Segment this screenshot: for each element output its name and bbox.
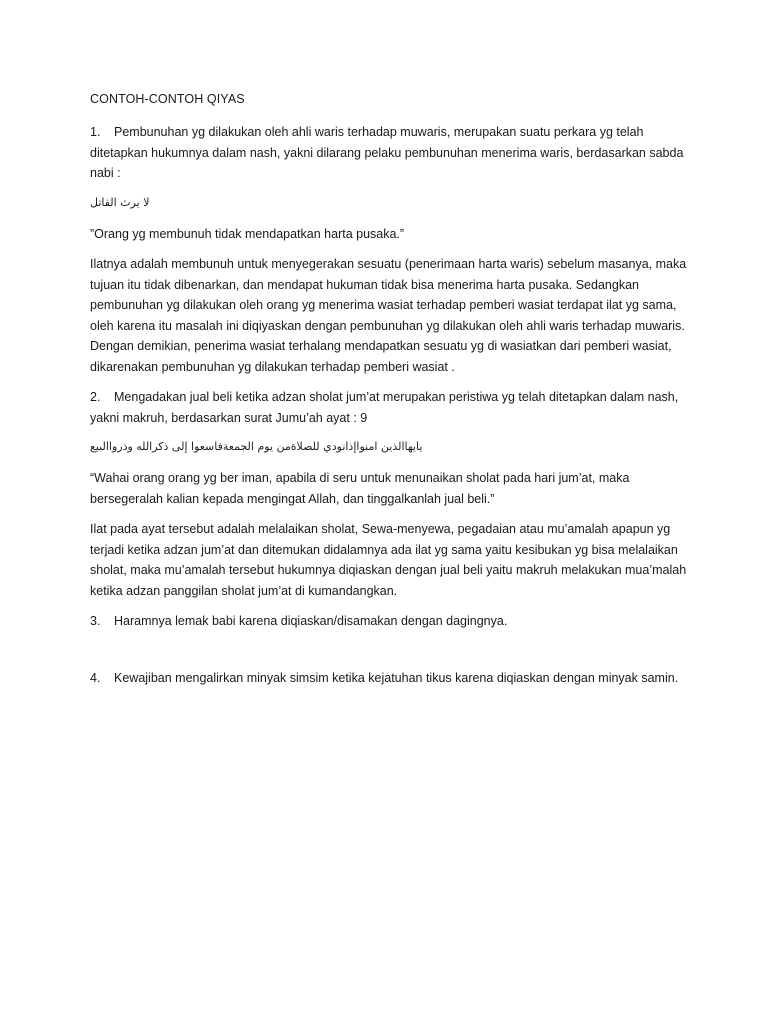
list-item-2	[90, 387, 690, 428]
list-item-number: 4.	[90, 670, 101, 685]
list-item-text: Kewajiban mengalirkan minyak simsim ketika kejatuhan tikus karena diqiaskan dengan minyak samin.	[114, 670, 679, 685]
list-item-text: Haramnya lemak babi karena diqiaskan/disamakan dengan dagingnya.	[114, 614, 508, 628]
blank-line	[90, 642, 690, 668]
translation-quote-2: “Wahai orang orang yg ber iman, apabila di seru untuk menunaikan sholat pada hari jum’at, maka bersegeralah kalian kepada mengingat Allah, dan tinggalkanlah jual beli.”	[90, 471, 630, 506]
list-item-4	[90, 668, 690, 689]
arabic-verse: يايهاالذين امنواإذانودي للصلاةمن يوم الجمعةفاسعوا إلى ذكرالله وذرواالبيع	[90, 440, 423, 453]
list-item-1	[90, 122, 690, 184]
list-item-text: Mengadakan jual beli ketika adzan sholat jum’at merupakan peristiwa yg telah ditetapkan dalam nash, yakni makruh, berdasarkan surat Jumu’ah ayat : 9	[90, 390, 679, 425]
list-item-number: 1.	[90, 125, 101, 139]
list-item-3	[90, 611, 690, 632]
translation-quote-1: ”Orang yg membunuh tidak mendapatkan harta pusaka.”	[90, 226, 405, 241]
explanation-2: Ilat pada ayat tersebut adalah melalaikan sholat, Sewa-menyewa, pegadaian atau mu’amalah apapun yg terjadi ketika adzan jum’at dan ditemukan didalamnya ada ilat yg sama yaitu kesibukan yg bisa melalaikan sholat, maka mu’amalah tersebut hukumnya diqiaskan dengan jual beli yaitu makruh melakukan mua’malah ketika adzan panggilan sholat jum’at di kumandangkan.	[90, 522, 687, 598]
explanation-1: Ilatnya adalah membunuh untuk menyegerakan sesuatu (penerimaan harta waris) sebelum masanya, maka tujuan itu tidak dibenarkan, dan mendapat hukuman tidak bisa menerima harta pusaka. Sedangkan pembunuhan yg dilakukan oleh orang yg menerima wasiat terhadap pemberi wasiat terdapat ilat yg sama, oleh karena itu masalah ini diqiyaskan dengan pembunuhan yg dilakukan oleh ahli waris terhadap muwaris. Dengan demikian, penerima wasiat terhalang mendapatkan sesuatu yg di wasiatkan dari pemberi wasiat, dikarenakan pembunuhan yg dilakukan terhadap pemberi wasiat .	[90, 257, 687, 374]
list-item-number: 2.	[90, 390, 101, 404]
document-page	[90, 92, 690, 698]
list-item-number: 3.	[90, 614, 101, 628]
arabic-hadith: لا يرث القاتل	[90, 195, 150, 209]
document-title: CONTOH-CONTOH QIYAS	[90, 92, 245, 106]
list-item-text: Pembunuhan yg dilakukan oleh ahli waris terhadap muwaris, merupakan suatu perkara yg telah ditetapkan hukumnya dalam nash, yakni dilarang pelaku pembunuhan menerima waris, berdasarkan sabda nabi :	[90, 125, 684, 180]
